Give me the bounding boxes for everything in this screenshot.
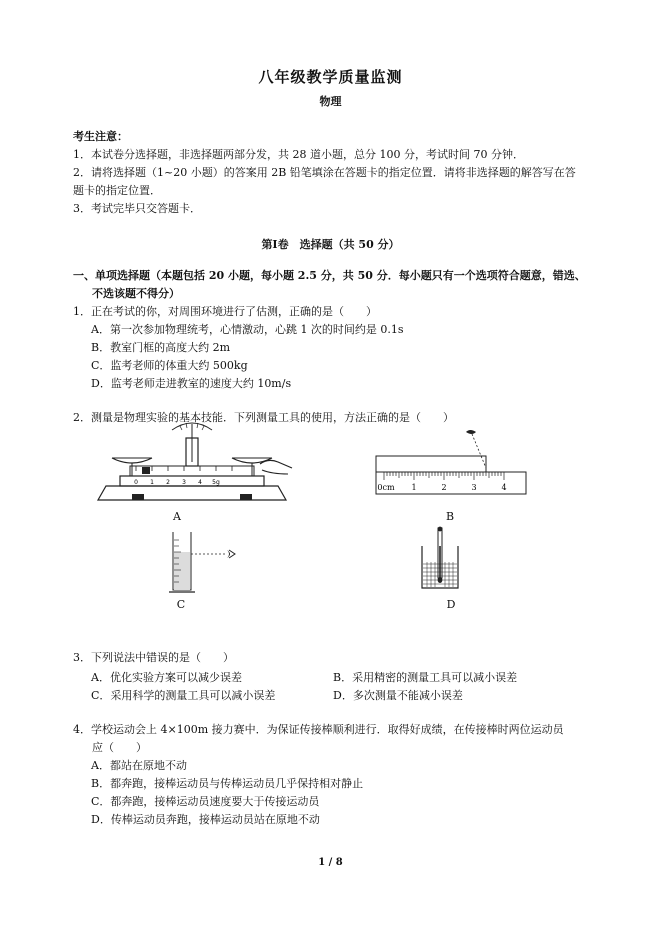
notice-item-2: 2．请将选择题（1~20 小题）的答案用 2B 铅笔填涂在答题卡的指定位置．请将非选择题的解答写在答 <box>73 166 576 179</box>
ruler-tick-4: 4 <box>501 483 507 492</box>
ruler-tick-3: 3 <box>471 483 477 492</box>
q3-stem: 3．下列说法中错误的是（ ） <box>73 651 234 664</box>
q2-stem: 2．测量是物理实验的基本技能．下列测量工具的使用，方法正确的是（ ） <box>73 411 454 424</box>
q3-option-a: A．优化实验方案可以减少误差 <box>91 671 242 684</box>
section-title: 第Ⅰ卷 选择题（共 50 分） <box>261 238 400 251</box>
part-one-heading: 一、单项选择题（本题包括 20 小题，每小题 2.5 分，共 50 分．每小题只有一个选项符合题意，错选、 <box>73 269 586 282</box>
q4-option-a: A．都站在原地不动 <box>91 759 187 772</box>
notice-item-2-cont: 题卡的指定位置． <box>73 184 161 197</box>
balance-tick-3: 3 <box>182 479 186 486</box>
q1-option-a: A．第一次参加物理统考，心情激动，心跳 1 次的时间约是 0.1s <box>91 323 404 336</box>
balance-tick-0: 0 <box>134 479 138 486</box>
figure-b-ruler <box>372 428 530 498</box>
q1-option-c: C．监考老师的体重大约 500kg <box>91 359 248 372</box>
notice-item-1: 1．本试卷分选择题，非选择题两部分发，共 28 道小题，总分 100 分，考试时间 70 分钟． <box>73 148 524 161</box>
q1-option-d: D．监考老师走进教室的速度大约 10m/s <box>91 377 292 390</box>
figure-b-label: B <box>445 510 455 523</box>
ruler-tick-2: 2 <box>441 483 447 492</box>
balance-tick-2: 2 <box>166 479 170 486</box>
q3-option-d: D．多次测量不能减小误差 <box>333 689 463 702</box>
q4-option-b: B．都奔跑，接棒运动员与传棒运动员几乎保持相对静止 <box>91 777 364 790</box>
figure-a-label: A <box>173 510 181 523</box>
q4-option-c: C．都奔跑，接棒运动员速度要大于传接运动员 <box>91 795 320 808</box>
part-one-heading-cont: 不选该题不得分） <box>92 287 180 300</box>
q3-option-b: B．采用精密的测量工具可以减小误差 <box>333 671 518 684</box>
figure-a-balance <box>92 418 292 508</box>
q3-option-c: C．采用科学的测量工具可以减小误差 <box>91 689 276 702</box>
q1-stem: 1．正在考试的你，对周围环境进行了估测，正确的是（ ） <box>73 305 377 318</box>
exam-subject: 物理 <box>319 95 342 108</box>
q4-stem: 4．学校运动会上 4×100m 接力赛中．为保证传接棒顺利进行．取得好成绩，在传接棒时两位运动员 <box>73 723 564 736</box>
notice-heading: 考生注意： <box>73 130 128 143</box>
q1-option-b: B．教室门框的高度大约 2m <box>91 341 231 354</box>
q4-stem-cont: 应（ ） <box>92 741 147 754</box>
figure-c-cylinder <box>165 530 245 598</box>
page-number: 1 / 8 <box>318 857 343 868</box>
exam-title: 八年级教学质量监测 <box>258 68 403 86</box>
notice-item-3: 3．考试完毕只交答题卡． <box>73 202 201 215</box>
q4-option-d: D．传棒运动员奔跑，接棒运动员站在原地不动 <box>91 813 320 826</box>
figure-d-label: D <box>446 598 456 611</box>
ruler-tick-0: 0cm <box>377 483 395 492</box>
figure-c-label: C <box>176 598 186 611</box>
balance-tick-4: 4 <box>198 479 202 486</box>
ruler-tick-1: 1 <box>411 483 417 492</box>
balance-tick-5: 5g <box>212 479 220 486</box>
figure-d-beaker <box>418 526 468 592</box>
balance-tick-1: 1 <box>150 479 154 486</box>
